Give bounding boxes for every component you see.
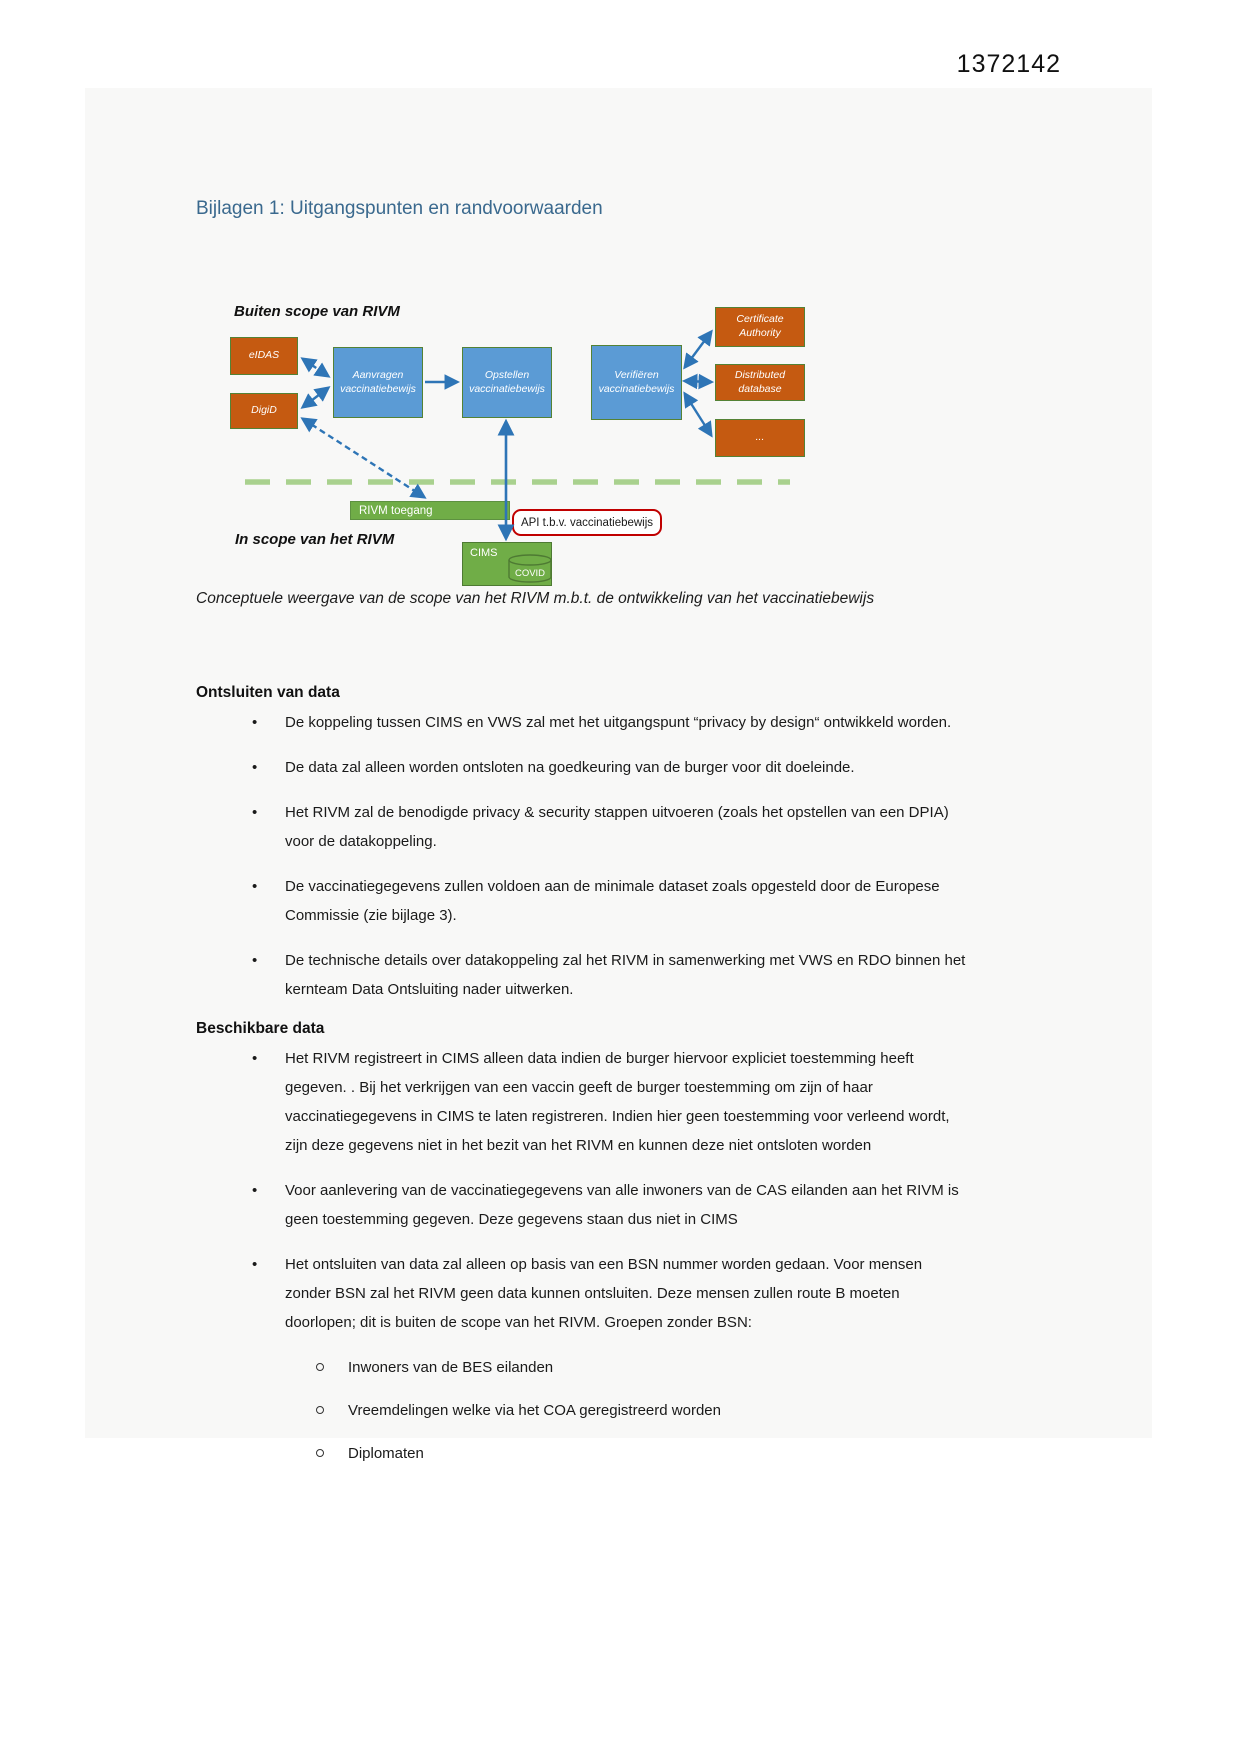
- arrow-verifieren-ca: [685, 332, 711, 367]
- arrow-digid-aanvragen: [303, 388, 328, 407]
- bullet-list-beschikbare: [196, 1044, 1036, 1337]
- sub-list-item: Vreemdelingen welke via het COA geregistreerd worden: [196, 1396, 1036, 1425]
- section-heading-beschikbare: Beschikbare data: [196, 1020, 325, 1037]
- node-opstellen-vaccinatiebewijs: Opstellen vaccinatiebewijs: [462, 347, 552, 418]
- list-item: • Het RIVM zal de benodigde privacy & security stappen uitvoeren (zoals het opstellen van een DPIA) voor de datakoppeling.: [196, 798, 971, 856]
- bullet-list-ontsluiten: [196, 708, 1036, 1004]
- node-certificate-authority: Certificate Authority: [715, 307, 805, 347]
- arrow-digid-rivm-toegang: [303, 419, 424, 497]
- label-buiten-scope: Buiten scope van RIVM: [234, 303, 400, 320]
- list-item: • Voor aanlevering van de vaccinatiegegevens van alle inwoners van de CAS eilanden aan het RIVM is geen toestemming gegeven. Deze gegevens staan dus niet in CIMS: [196, 1176, 971, 1234]
- list-item: • De vaccinatiegegevens zullen voldoen aan de minimale dataset zoals opgesteld door de Europese Commissie (zie bijlage 3).: [196, 872, 971, 930]
- scope-diagram: [190, 255, 850, 607]
- arrow-eidas-aanvragen: [303, 359, 328, 376]
- node-aanvragen-vaccinatiebewijs: Aanvragen vaccinatiebewijs: [333, 347, 423, 418]
- arrow-verifieren-database: [685, 381, 711, 382]
- node-distributed-database: Distributed database: [715, 364, 805, 401]
- rivm-toegang-bar: RIVM toegang: [350, 501, 510, 520]
- api-callout: API t.b.v. vaccinatiebewijs: [512, 509, 662, 536]
- body-text: [196, 684, 1036, 1482]
- label-in-scope: In scope van het RIVM: [235, 531, 395, 548]
- node-digid: DigiD: [230, 393, 298, 429]
- cims-label: CIMS: [470, 547, 498, 559]
- node-verifieren-vaccinatiebewijs: Verifiëren vaccinatiebewijs: [591, 345, 682, 420]
- node-eidas: eIDAS: [230, 337, 298, 375]
- list-item: • De data zal alleen worden ontsloten na goedkeuring van de burger voor dit doeleinde.: [196, 753, 971, 782]
- covid-label: COVID: [514, 568, 546, 579]
- node-more: ...: [715, 419, 805, 457]
- figure-caption: Conceptuele weergave van de scope van het RIVM m.b.t. de ontwikkeling van het vaccinatiebewijs: [196, 590, 875, 607]
- list-item: • De koppeling tussen CIMS en VWS zal met het uitgangspunt “privacy by design“ ontwikkeld worden.: [196, 708, 971, 737]
- sub-bullet-list-groepen-zonder-bsn: [196, 1353, 1036, 1468]
- sub-list-item: Diplomaten: [196, 1439, 1036, 1468]
- list-item: • Het ontsluiten van data zal alleen op basis van een BSN nummer worden gedaan. Voor mensen zonder BSN zal het RIVM geen data kunnen ontsluiten. Deze mensen zullen route B moeten doorlopen; dit is buiten de scope van het RIVM. Groepen zonder BSN:: [196, 1250, 971, 1337]
- list-item: • De technische details over datakoppeling zal het RIVM in samenwerking met VWS en RDO binnen het kernteam Data Ontsluiting nader uitwerken.: [196, 946, 971, 1004]
- section-heading-ontsluiten: Ontsluiten van data: [196, 684, 340, 701]
- covid-database-icon: [507, 553, 553, 585]
- node-cims: [462, 542, 552, 586]
- list-item: • Het RIVM registreert in CIMS alleen data indien de burger hiervoor expliciet toestemming heeft gegeven. . Bij het verkrijgen van een vaccin geeft de burger toestemming om zijn of haar vaccinatiegegevens in CIMS te laten registreren. Indien hier geen toestemming voor verleend wordt, zijn deze gegevens niet in het bezit van het RIVM en kunnen deze niet ontsloten worden: [196, 1044, 971, 1160]
- page-title: Bijlagen 1: Uitgangspunten en randvoorwaarden: [196, 198, 603, 219]
- sub-list-item: Inwoners van de BES eilanden: [196, 1353, 1036, 1382]
- page-number: 1372142: [956, 50, 1061, 78]
- arrow-verifieren-more: [685, 394, 711, 435]
